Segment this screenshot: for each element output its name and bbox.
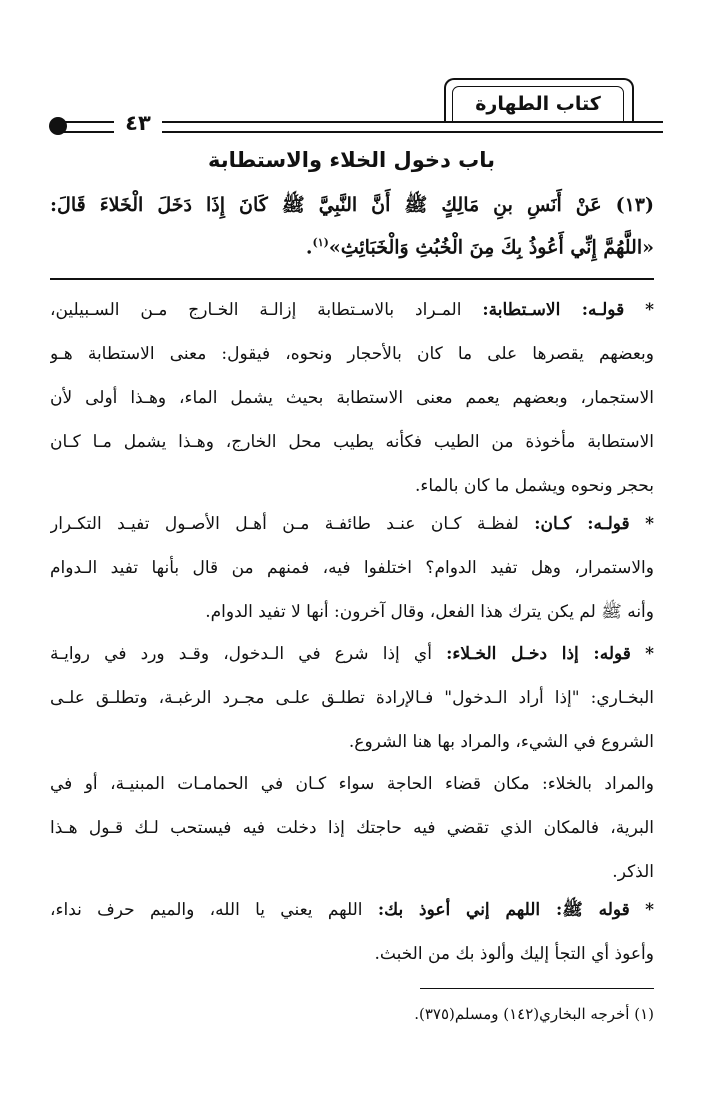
commentary-line: بحجر ونحوه ويشمل ما كان بالماء. [414, 476, 654, 496]
commentary-line: الذكر. [612, 862, 654, 882]
footnote-reference[interactable]: (١) [312, 236, 329, 249]
paragraph-marker: * [645, 644, 654, 664]
commentary-paragraph-dukhul [50, 632, 654, 764]
section-divider [50, 278, 654, 280]
header-ornament-dot [49, 117, 67, 135]
commentary-text: اللهم يعني يا الله، والميم حرف نداء، [50, 900, 363, 920]
hadith-line-2 [50, 224, 654, 266]
commentary-line: والاستمرار، وهل تفيد الدوام؟ اختلفوا فيه، فمنهم من قال بأنها تفيد الـدوام [50, 558, 654, 578]
hadith-line-1: (١٣) عَنْ أَنَسِ بنِ مَالِكٍ ﷺ أَنَّ النَّبِيَّ ﷺ كَانَ إِذَا دَخَلَ الْخَلاءَ قَالَ: [50, 194, 654, 216]
commentary-text: المـراد بالاسـتطابة إزالـة الخـارج مـن السـبيلين، [50, 300, 462, 320]
paragraph-marker: * [645, 300, 654, 320]
footnote: (١) أخرجه البخاري(١٤٢) ومسلم(٣٧٥). [414, 1005, 654, 1023]
hadith-text [50, 186, 654, 266]
hadith-line-end: . [305, 236, 313, 259]
lemma: قولـه: كـان: [534, 514, 630, 534]
commentary-line: الشروع في الشيء، والمراد بها هنا الشروع. [348, 732, 654, 752]
commentary-line [50, 632, 654, 676]
paragraph-marker: * [645, 900, 654, 920]
commentary-paragraph-khala [50, 762, 654, 894]
commentary-text: أي إذا شرع في الـدخول، وقـد ورد في روايـة [50, 644, 432, 664]
commentary-line: وأنه ﷺ لم يكن يترك هذا الفعل، وقال آخرون: أنها لا تفيد الدوام. [205, 602, 654, 622]
commentary-line: الاستطابة مأخوذة من الطيب فكأنه يطيب محل الخارج، وهـذا يشمل مـا كـان [50, 432, 654, 452]
commentary-line: والمراد بالخلاء: مكان قضاء الحاجة سواء كـان في الحمامـات المبنيـة، أو في [50, 774, 654, 794]
commentary-line: وبعضهم يقصرها على ما كان بالأحجار ونحوه، فيقول: معنى الاستطابة هـو [50, 344, 654, 364]
commentary-line: البخـاري: "إذا أراد الـدخول" فـالإرادة تطلـق علـى مجـرد الرغبـة، وتطلـق علـى [50, 688, 654, 708]
commentary-paragraph-istitaba [50, 288, 654, 508]
hadith-supplication: «اللَّهُمَّ إِنِّي أَعُوذُ بِكَ مِنَ الْخُبُثِ وَالْخَبَائِثِ» [328, 236, 654, 259]
running-header-title: كتاب الطهارة [452, 86, 624, 121]
commentary-line: الاستجمار، وبعضهم يعمم معنى الاستطابة بحيث يشمل الماء، وهـذا أولى لأن [50, 388, 654, 408]
header-rule [162, 121, 663, 133]
chapter-title: باب دخول الخلاء والاستطابة [207, 148, 496, 172]
commentary-line [50, 288, 654, 332]
commentary-text: لفظـة كـان عنـد طائفـة مـن أهـل الأصـول تفيـد التكـرار [50, 514, 519, 534]
commentary-line: وأعوذ أي التجأ إليك وألوذ بك من الخبث. [374, 944, 654, 964]
lemma: قوله: إذا دخـل الخـلاء: [446, 644, 631, 664]
page-number: ٤٣ [125, 111, 151, 135]
commentary-line: البرية، فالمكان الذي تقضي فيه حاجتك إذا دخلت فيه فيستحب لـك قـول هـذا [50, 818, 654, 838]
commentary-line [50, 502, 654, 546]
commentary-line [50, 888, 654, 932]
footnote-divider [420, 988, 654, 989]
lemma: قولـه: الاسـتطابة: [482, 300, 625, 320]
paragraph-marker: * [645, 514, 654, 534]
commentary-paragraph-kana [50, 502, 654, 634]
commentary-paragraph-allahumma [50, 888, 654, 976]
lemma: قوله ﷺ: اللهم إني أعوذ بك: [377, 900, 630, 920]
